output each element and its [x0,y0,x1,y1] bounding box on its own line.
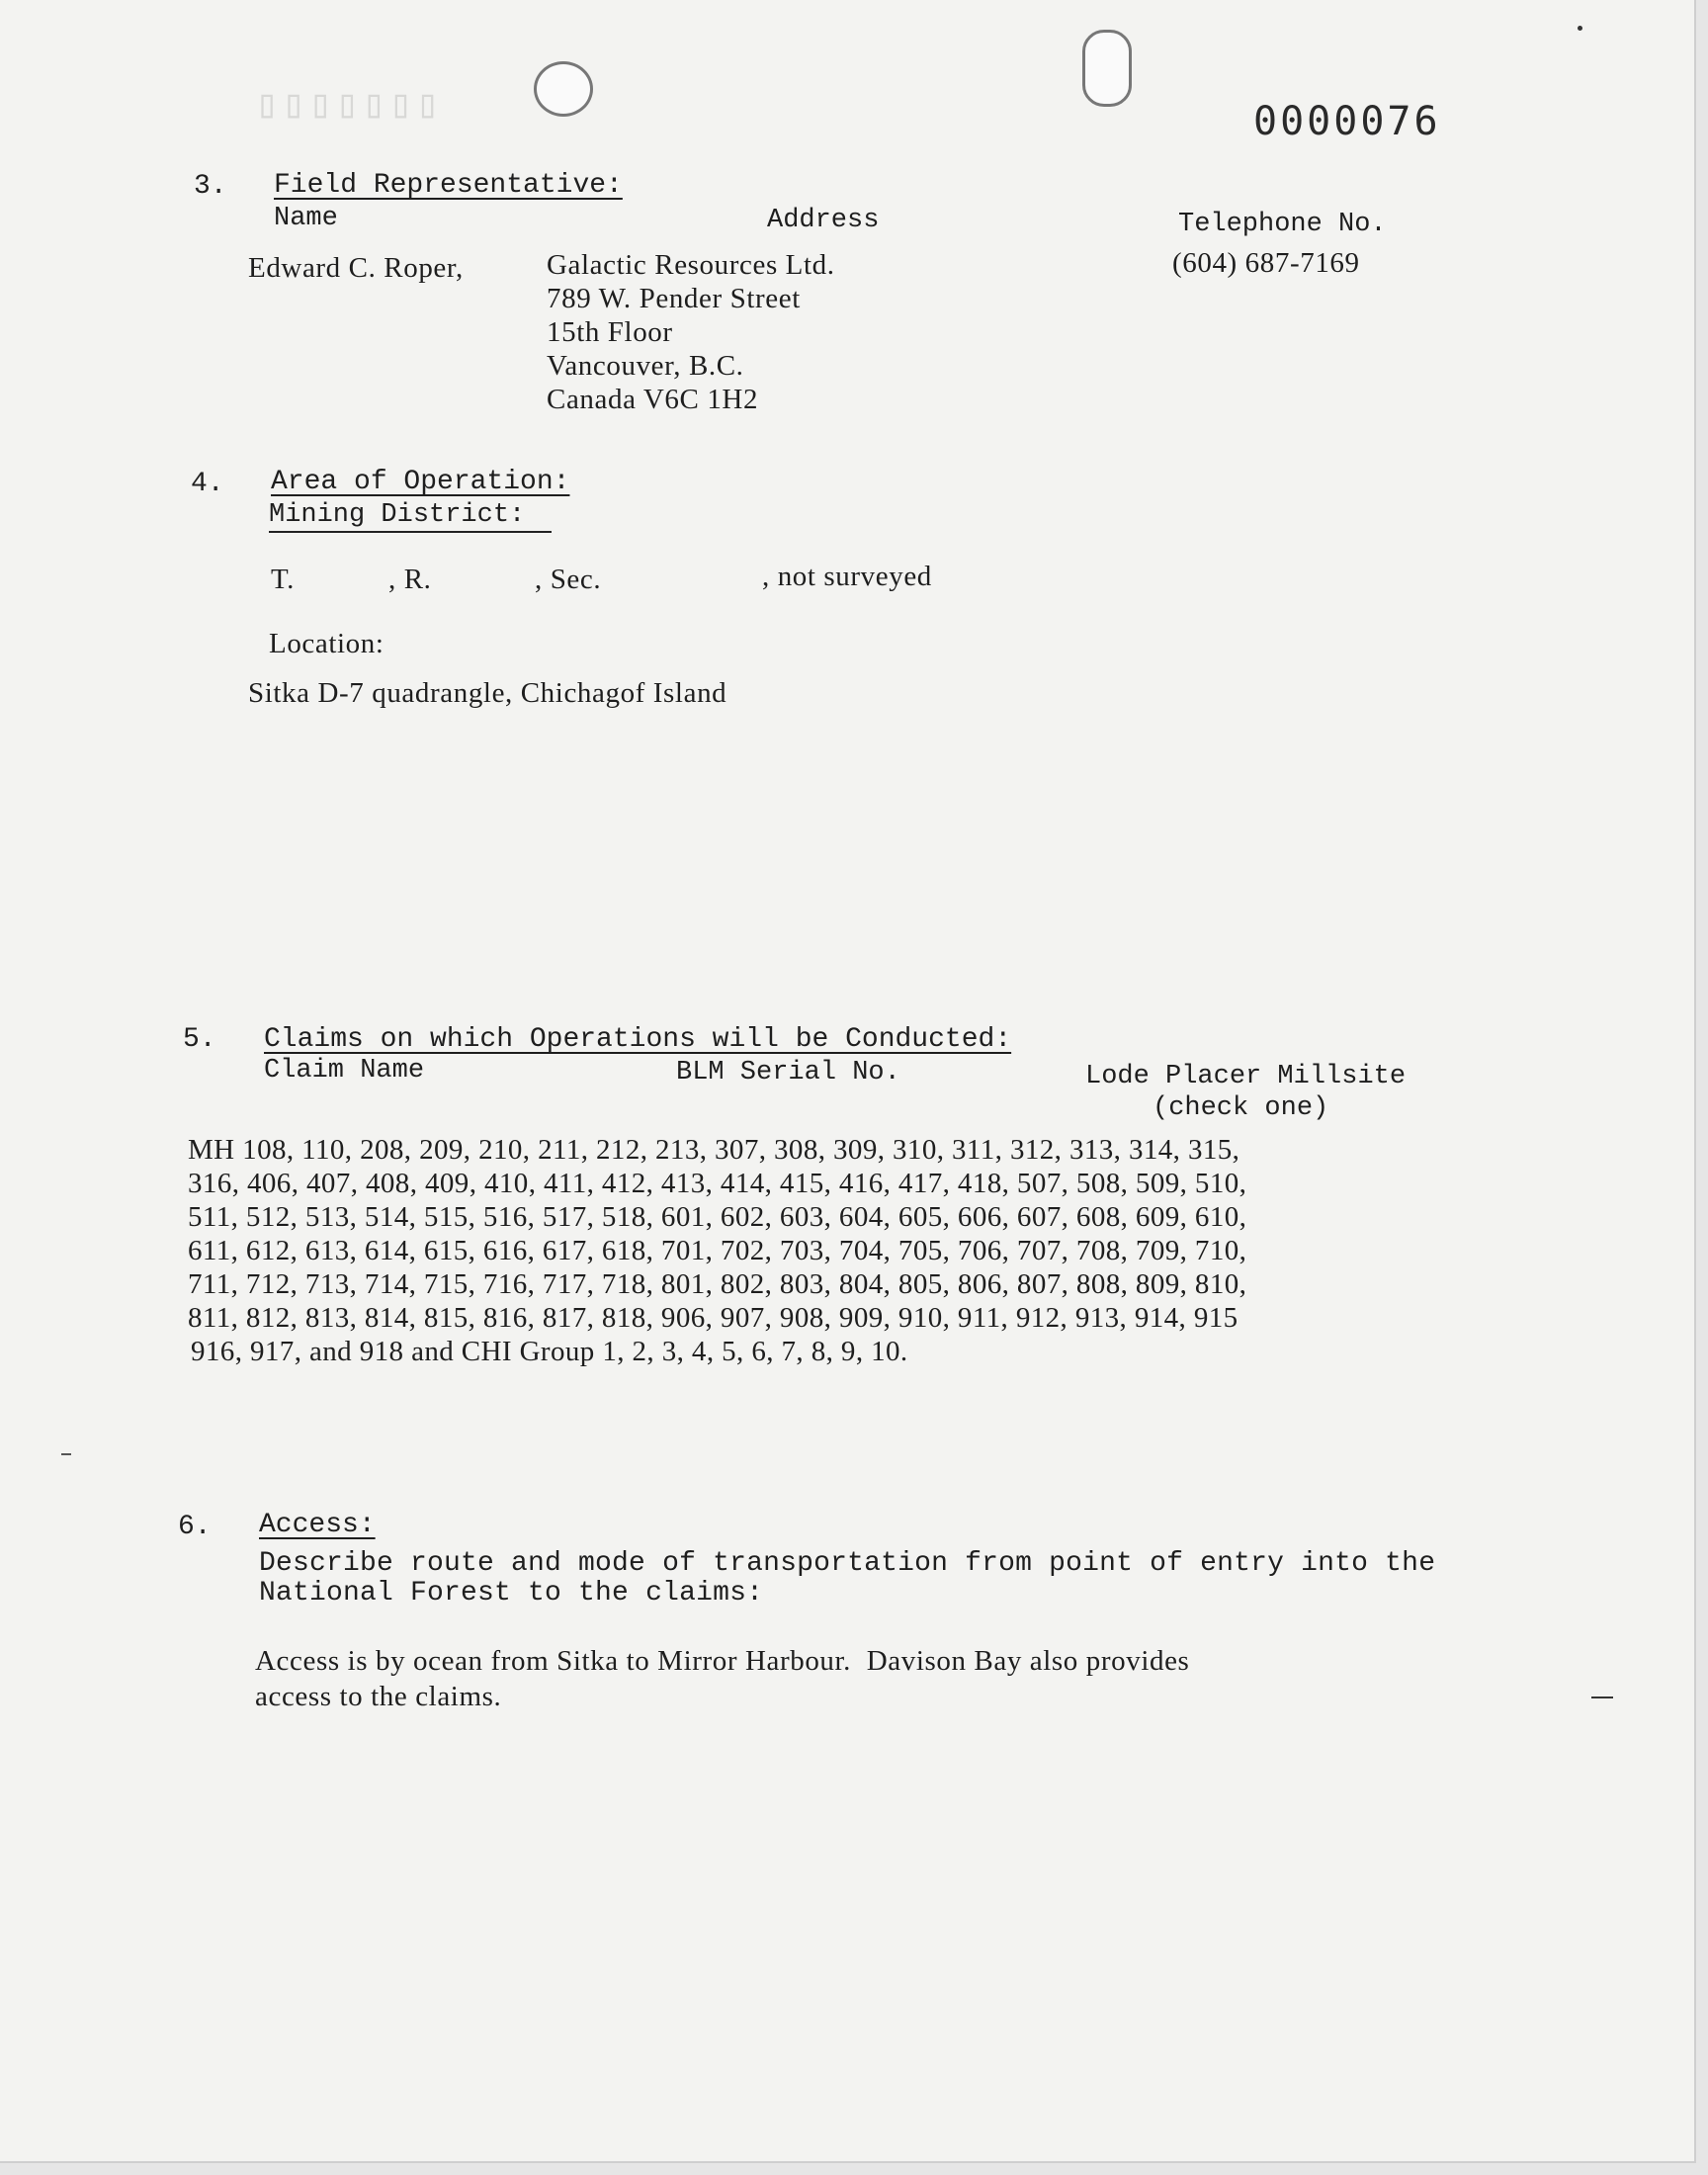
section-number: 5. [183,1024,216,1055]
section-heading: Claims on which Operations will be Conducted: [264,1024,1012,1055]
section-heading: Area of Operation: [271,467,570,497]
punch-hole-left [534,61,593,117]
column-header-telephone: Telephone No. [1178,210,1387,239]
access-answer-line: access to the claims. [255,1681,502,1712]
mining-district-label: Mining District: [269,500,526,530]
stray-mark [1578,26,1582,31]
claims-line: 711, 712, 713, 714, 715, 716, 717, 718, 801, 802, 803, 804, 805, 806, 807, 808, 809, 810, [188,1268,1247,1300]
address-line: Canada V6C 1H2 [547,384,759,415]
access-answer-line: Access is by ocean from Sitka to Mirror Harbour. Davison Bay also provides [255,1645,1190,1677]
stray-mark [1591,1696,1613,1698]
section-heading: Access: [259,1510,376,1540]
claims-line: 811, 812, 813, 814, 815, 816, 817, 818, 906, 907, 908, 909, 910, 911, 912, 913, 914, 915 [188,1302,1238,1334]
stray-mark [61,1453,71,1455]
section-number: 6. [178,1512,212,1542]
not-surveyed-text: , not surveyed [762,561,932,592]
section-label: , Sec. [535,564,602,595]
claims-line: 916, 917, and 918 and CHI Group 1, 2, 3, 4, 5, 6, 7, 8, 9, 10. [191,1336,908,1367]
address-line: 15th Floor [547,316,673,348]
telephone-number: (604) 687-7169 [1172,247,1360,279]
claims-line: 611, 612, 613, 614, 615, 616, 617, 618, 701, 702, 703, 704, 705, 706, 707, 708, 709, 710, [188,1235,1247,1266]
township-label: T. [271,564,296,595]
column-header-name: Name [274,204,338,233]
claims-line: 316, 406, 407, 408, 409, 410, 411, 412, 413, 414, 415, 416, 417, 418, 507, 508, 509, 510, [188,1168,1247,1199]
punch-hole-right [1082,30,1132,107]
address-line: Galactic Resources Ltd. [547,249,835,281]
claims-line: 511, 512, 513, 514, 515, 516, 517, 518, 601, 602, 603, 604, 605, 606, 607, 608, 609, 610, [188,1201,1247,1233]
location-value: Sitka D-7 quadrangle, Chichagof Island [248,677,727,709]
access-instruction-line: Describe route and mode of transportation from point of entry into the [259,1548,1436,1579]
section-heading: Field Representative: [274,170,623,201]
column-header-claim-name: Claim Name [264,1056,425,1086]
section-number: 4. [191,469,224,499]
column-header-check-one: (check one) [1153,1093,1329,1123]
mining-district-underline [269,531,552,533]
bleed-through-mark: ▯▯▯▯▯▯▯ [252,81,440,127]
section-number: 3. [194,171,227,202]
column-header-address: Address [767,206,880,235]
location-label: Location: [269,628,384,659]
access-instruction-line: National Forest to the claims: [259,1578,764,1609]
document-number: 0000076 [1253,99,1441,144]
column-header-blm-serial: BLM Serial No. [676,1058,900,1088]
address-line: 789 W. Pender Street [547,283,801,314]
representative-name: Edward C. Roper, [248,252,464,284]
column-header-claim-type: Lode Placer Millsite [1085,1062,1407,1091]
address-line: Vancouver, B.C. [547,350,744,382]
claims-line: MH 108, 110, 208, 209, 210, 211, 212, 213, 307, 308, 309, 310, 311, 312, 313, 314, 315, [188,1134,1240,1166]
range-label: , R. [388,564,432,595]
